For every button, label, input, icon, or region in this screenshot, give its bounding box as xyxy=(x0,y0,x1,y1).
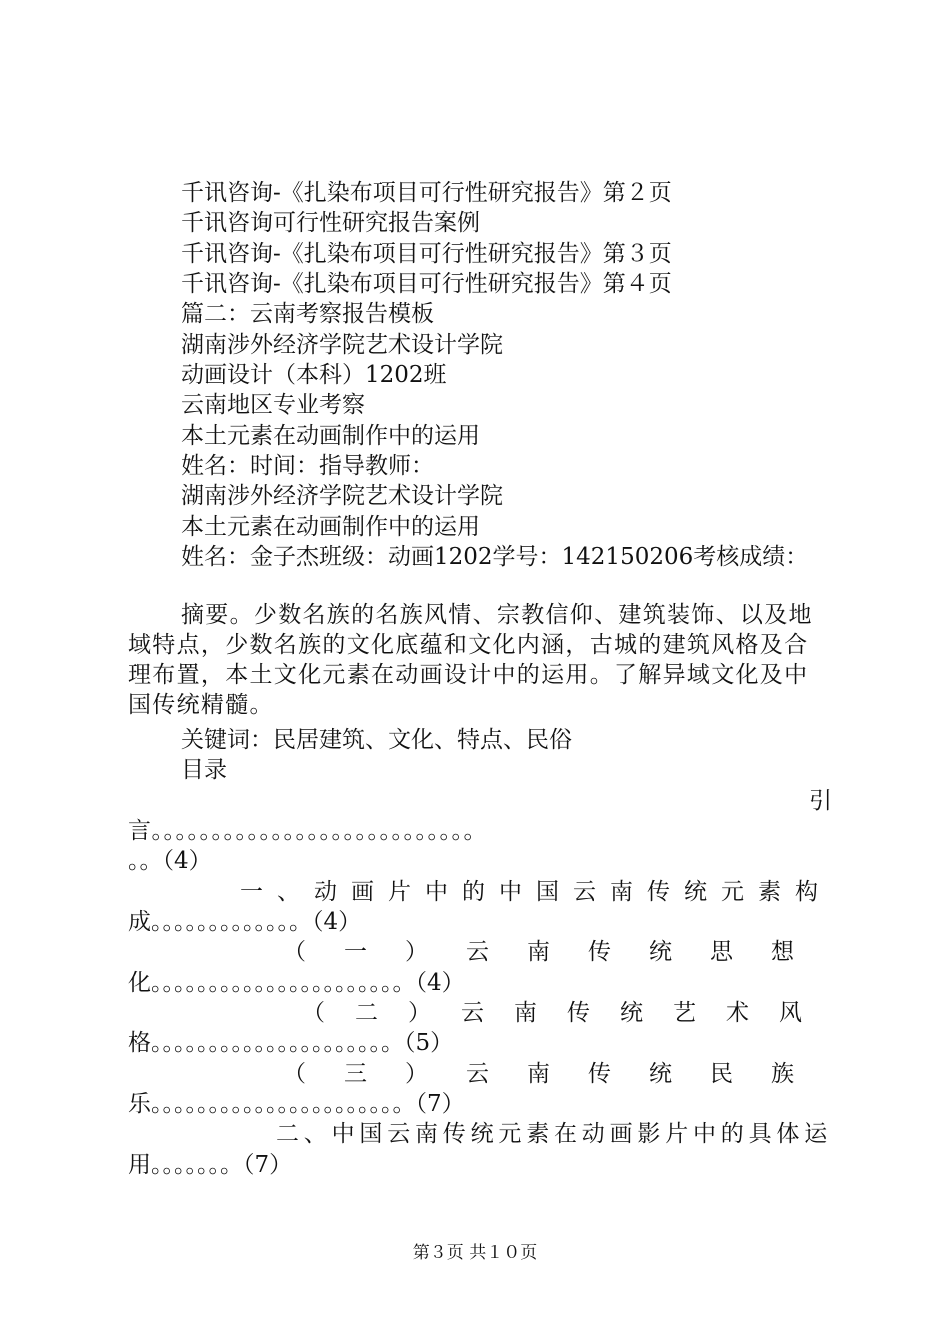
header-line: 本土元素在动画制作中的运用 xyxy=(181,423,480,449)
toc-item-3-tail: 格。。。。。。。。。。。。。。。。。。。。。（5） xyxy=(128,1030,454,1056)
header-line: 千讯咨询-《扎染布项目可行性研究报告》第３页 xyxy=(181,241,672,267)
header-line: 动画设计（本科）1202班 xyxy=(181,362,447,388)
toc-item-5-tail: 用。。。。。。。（7） xyxy=(128,1152,293,1178)
header-line: 千讯咨询-《扎染布项目可行性研究报告》第２页 xyxy=(181,180,672,206)
toc-item-4-head: （三）云南传统民族 xyxy=(283,1061,832,1087)
header-line: 姓名：金子杰班级：动画1202学号：142150206考核成绩： xyxy=(181,544,809,570)
toc-item-2-tail: 化。。。。。。。。。。。。。。。。。。。。。。（4） xyxy=(128,970,465,996)
header-line: 姓名：时间：指导教师： xyxy=(181,453,434,479)
header-line: 湖南涉外经济学院艺术设计学院 xyxy=(181,332,503,358)
toc-item-5-head: 二、中国云南传统元素在动画影片中的具体运 xyxy=(276,1121,832,1147)
header-line: 千讯咨询-《扎染布项目可行性研究报告》第４页 xyxy=(181,271,672,297)
header-line: 湖南涉外经济学院艺术设计学院 xyxy=(181,483,503,509)
header-line: 本土元素在动画制作中的运用 xyxy=(181,514,480,540)
toc-item-3-head: （二）云南传统艺术风 xyxy=(302,1000,832,1026)
header-line: 云南地区专业考察 xyxy=(181,392,365,418)
toc-intro-line: 言。。。。。。。。。。。。。。。。。。。。。。。。。。。 xyxy=(128,818,487,844)
toc-title: 目录 xyxy=(181,757,227,783)
toc-item-1-head: 一、动画片中的中国云南传统元素构 xyxy=(240,879,832,905)
keywords-line: 关键词：民居建筑、文化、特点、民俗 xyxy=(181,727,572,753)
header-line: 千讯咨询可行性研究报告案例 xyxy=(181,210,480,236)
toc-intro-page: 。。（4） xyxy=(128,848,212,874)
toc-item-1-tail: 成。。。。。。。。。。。。。（4） xyxy=(128,909,362,935)
toc-intro-head: 引 xyxy=(809,788,832,814)
page-footer: 第３页 共１０页 xyxy=(412,1243,538,1263)
toc-item-2-head: （一）云南传统思想 xyxy=(283,939,832,965)
toc-item-4-tail: 乐。。。。。。。。。。。。。。。。。。。。。。（7） xyxy=(128,1091,465,1117)
abstract-paragraph: 摘要。少数名族的名族风情、宗教信仰、建筑装饰、以及地域特点，少数名族的文化底蕴和文化内涵，古城的建筑风格及合理布置，本土文化元素在动画设计中的运用。了解异域文化及中国传统精髓。 xyxy=(128,602,813,718)
section-title: 篇二：云南考察报告模板 xyxy=(181,301,434,327)
